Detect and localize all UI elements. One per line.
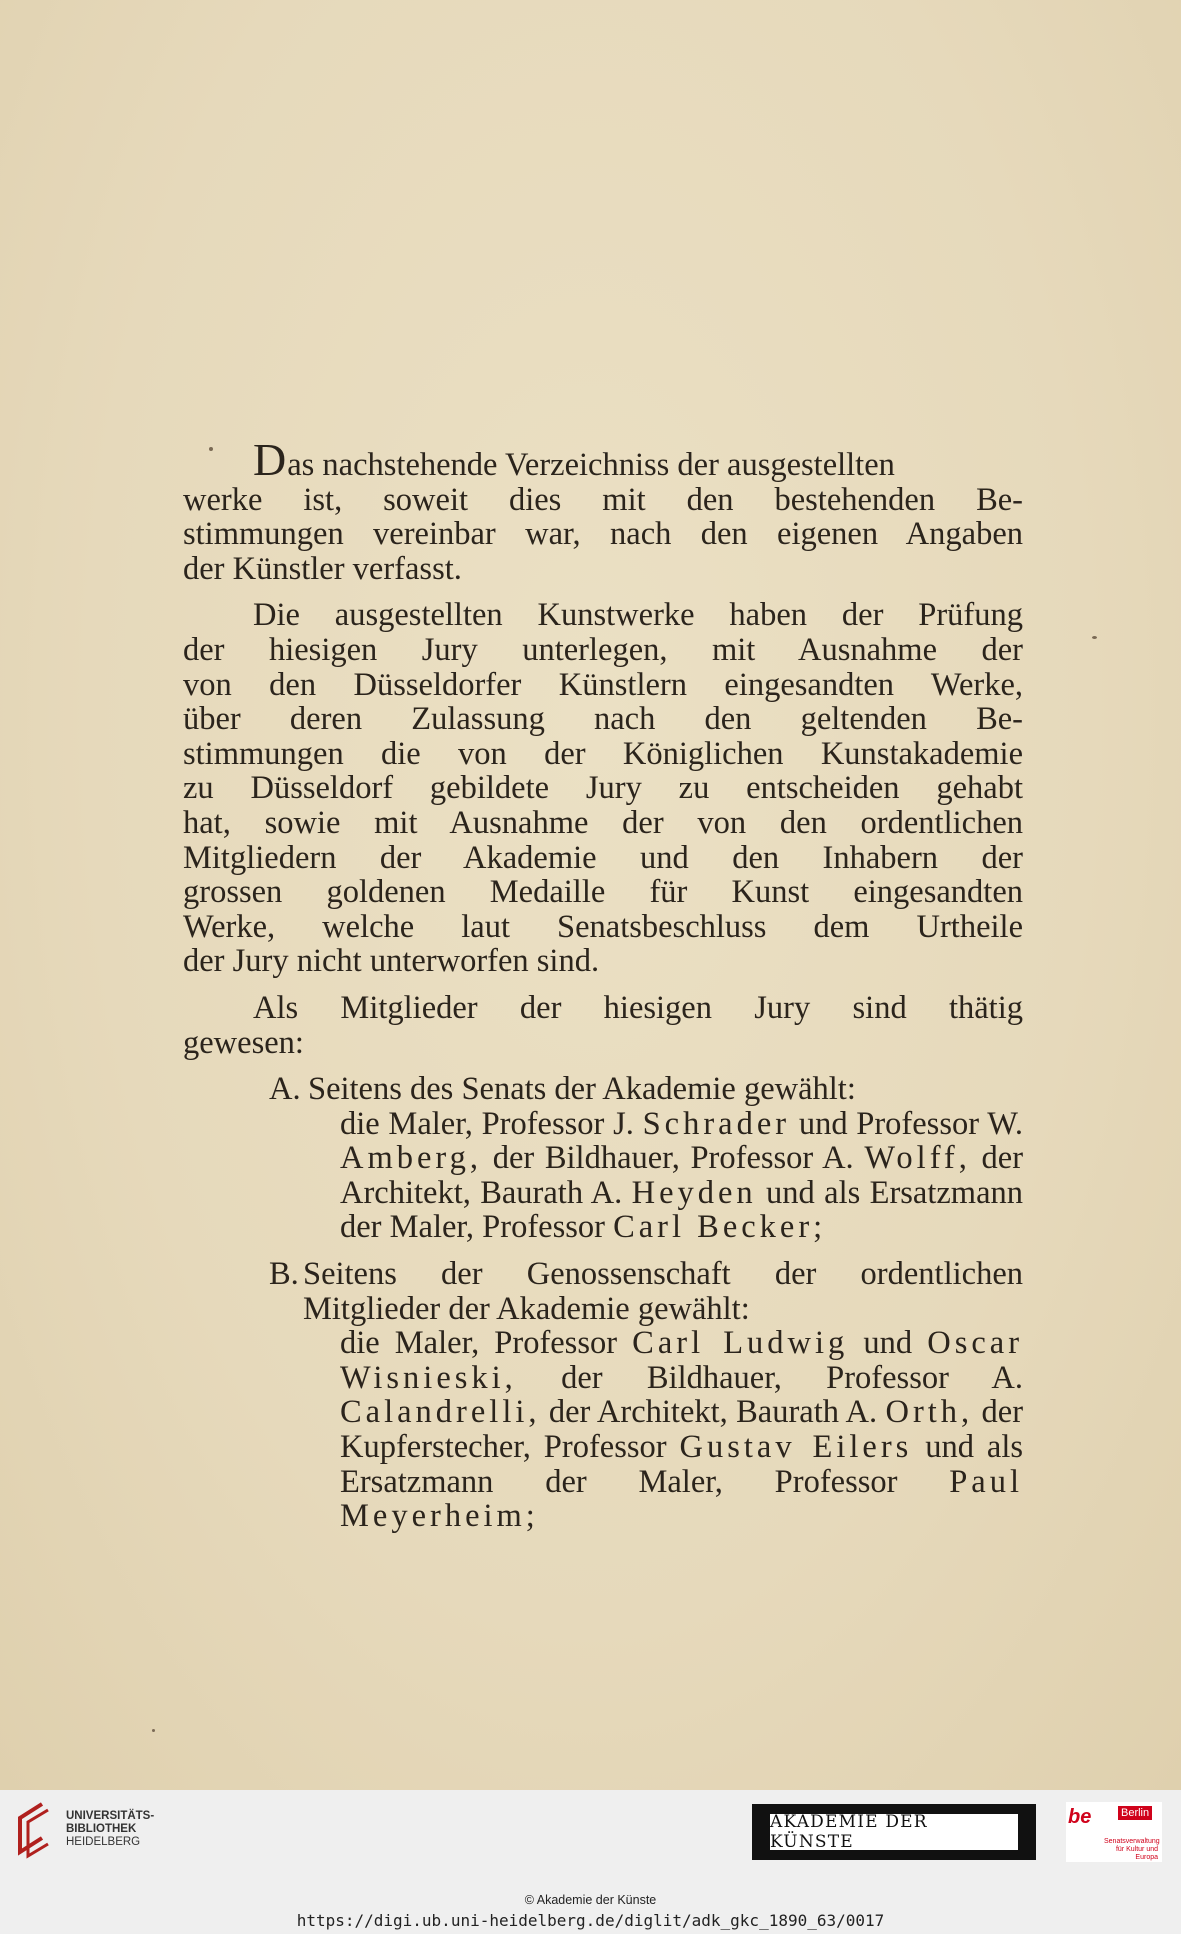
permalink-url[interactable]: https://digi.ub.uni-heidelberg.de/diglit/adk_gkc_1890_63/0017 bbox=[296, 1911, 885, 1930]
paper-speck bbox=[1092, 636, 1097, 639]
drop-cap: D bbox=[253, 434, 288, 485]
text-line: der hiesigen Jury unterlegen, mit Ausnahme der bbox=[183, 631, 1023, 668]
person-name: Gustav Eilers bbox=[679, 1429, 913, 1466]
ub-heidelberg-logo[interactable] bbox=[12, 1800, 162, 1864]
text-line: gewesen: bbox=[183, 1024, 304, 1061]
text-line: über deren Zulassung nach den geltenden Be- bbox=[183, 701, 1023, 738]
berlin-senate-logo[interactable] bbox=[1066, 1802, 1162, 1862]
copyright-notice: © Akademie der Künste bbox=[524, 1893, 657, 1907]
paragraph-intro bbox=[183, 434, 1023, 587]
text-line: von den Düsseldorfer Künstlern eingesandten Werke, bbox=[183, 666, 1023, 703]
item-body: die Maler, Professor Carl Ludwig und Oscar Wisnieski, der Bildhauer, Professor A. Calandrelli, der Architekt, Baurath A. Orth, der Kupferstecher, Professor Gustav Eilers und als Ersatzmann der Maler, Professor Paul Meyerheim; bbox=[340, 1325, 1024, 1535]
akademie-der-kuenste-logo[interactable] bbox=[752, 1804, 1036, 1860]
item-body: die Maler, Professor J. Schrader und Professor W. Amberg, der Bildhauer, Professor A. Wolff, der Architekt, Baurath A. Heyden und als Ersatzmann der Maler, Professor Carl Becker; bbox=[340, 1105, 1024, 1246]
text-line: werke ist, soweit dies mit den bestehenden Be- bbox=[183, 481, 1023, 518]
ub-logo-text: UNIVERSITÄTS- BIBLIOTHEK HEIDELBERG bbox=[66, 1810, 155, 1848]
berlin-tag: Berlin bbox=[1118, 1806, 1152, 1820]
text-line: Die ausgestellten Kunstwerke haben der Prüfung bbox=[253, 597, 1023, 634]
person-name: Schrader bbox=[642, 1105, 791, 1142]
item-heading: Seitens des Senats der Akademie gewählt: bbox=[308, 1071, 856, 1108]
text-line: zu Düsseldorf gebildete Jury zu entscheiden gehabt bbox=[183, 770, 1023, 807]
text-line: hat, sowie mit Ausnahme der von den ordentlichen bbox=[183, 804, 1023, 841]
item-marker: B. bbox=[269, 1256, 299, 1293]
berlin-subtitle: Senatsverwaltung für Kultur und Europa bbox=[1104, 1838, 1160, 1861]
person-name: Paul Meyerheim; bbox=[340, 1463, 1023, 1535]
person-name: Carl Becker; bbox=[613, 1209, 827, 1246]
person-name: Calandrelli, bbox=[340, 1394, 541, 1431]
item-marker: A. bbox=[269, 1071, 301, 1108]
text-line: Werke, welche laut Senatsbeschluss dem Urtheile bbox=[183, 908, 1023, 945]
adk-logo-label: AKADEMIE DER KÜNSTE bbox=[770, 1814, 1018, 1850]
paper-speck bbox=[152, 1729, 155, 1732]
text-line: Das nachstehende Verzeichniss der ausgestellten bbox=[253, 434, 895, 485]
text-line: Mitgliedern der Akademie und den Inhabern der bbox=[183, 839, 1023, 876]
text-line: der Künstler verfasst. bbox=[183, 550, 462, 587]
list-item-a bbox=[183, 1072, 1023, 1245]
text-line: der Jury nicht unterworfen sind. bbox=[183, 943, 600, 980]
person-name: Heyden bbox=[631, 1174, 757, 1211]
ub-emblem-icon bbox=[12, 1800, 56, 1862]
text-line: grossen goldenen Medaille für Kunst eingesandten bbox=[183, 874, 1023, 911]
person-name: Amberg, bbox=[340, 1140, 483, 1177]
person-name: Oscar Wisnieski, bbox=[340, 1325, 1024, 1396]
text-line: stimmungen die von der Königlichen Kunstakademie bbox=[183, 735, 1023, 772]
paragraph-jury bbox=[183, 598, 1023, 979]
list-item-b bbox=[183, 1257, 1023, 1534]
text-line: Als Mitglieder der hiesigen Jury sind thätig bbox=[253, 989, 1023, 1026]
be-berlin-mark: be bbox=[1068, 1806, 1092, 1828]
item-heading: Seitens der Genossenschaft der ordentlichen Mitglieder der Akademie gewählt: bbox=[303, 1256, 1023, 1327]
person-name: Carl Ludwig bbox=[632, 1325, 849, 1362]
person-name: Orth, bbox=[885, 1394, 974, 1431]
person-name: Wolff, bbox=[864, 1140, 971, 1177]
text-line: stimmungen vereinbar war, nach den eigenen Angaben bbox=[183, 516, 1023, 553]
page-text bbox=[183, 434, 1024, 1535]
paragraph-members bbox=[183, 991, 1023, 1060]
